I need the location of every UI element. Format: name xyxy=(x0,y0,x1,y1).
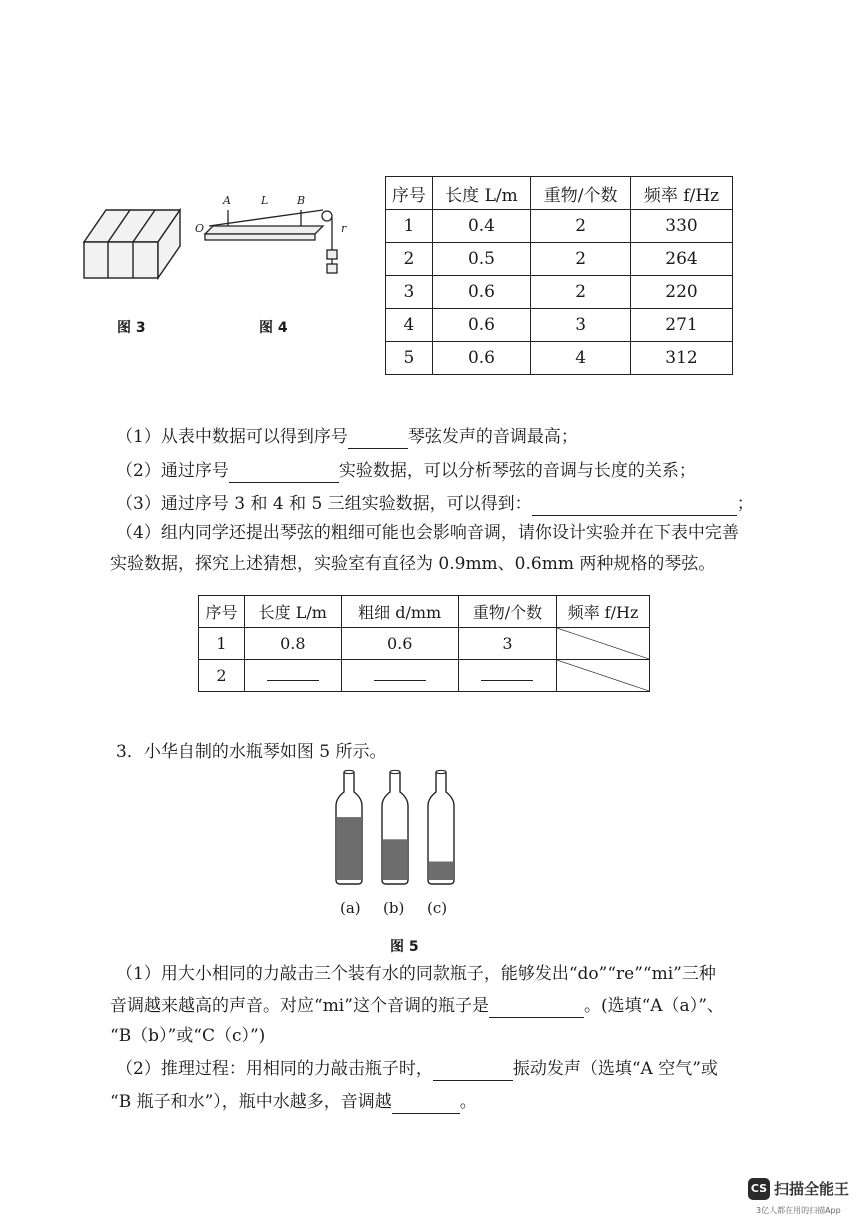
question-3-text-end: ； xyxy=(736,494,754,514)
cell: 2 xyxy=(386,243,433,276)
cell: 2 xyxy=(199,660,245,692)
answer-blank[interactable] xyxy=(489,999,584,1018)
string-frequency-table xyxy=(385,176,733,375)
empty-diagonal-cell xyxy=(557,628,650,660)
label-r: r xyxy=(341,222,347,235)
table-row xyxy=(386,276,733,309)
question-4-line2: 实验数据，探究上述猜想，实验室有直径为 0.9mm、0.6mm 两种规格的琴弦。 xyxy=(110,554,716,574)
water-fill xyxy=(429,862,453,881)
table-row xyxy=(386,243,733,276)
thickness-experiment-table xyxy=(198,595,650,692)
cell: 0.6 xyxy=(341,628,458,660)
bottle-label-c: (c) xyxy=(427,899,448,917)
empty-diagonal-cell xyxy=(557,660,650,692)
answer-blank[interactable] xyxy=(392,1095,460,1114)
bottle-rim xyxy=(436,770,446,773)
block-stack-diagram xyxy=(78,200,188,282)
cell: 2 xyxy=(531,243,631,276)
table-header-row xyxy=(386,177,733,210)
cell: 312 xyxy=(631,342,733,375)
question-5-line3: “B（b）”或“C（c）”) xyxy=(110,1026,266,1046)
cell: 1 xyxy=(199,628,245,660)
answer-blank[interactable] xyxy=(433,1062,513,1081)
cell: 2 xyxy=(531,276,631,309)
col-header: 重物/个数 xyxy=(458,596,556,628)
bottle-c xyxy=(428,770,454,884)
cell: 264 xyxy=(631,243,733,276)
cell: 271 xyxy=(631,309,733,342)
figure-5 xyxy=(325,768,465,888)
cell: 2 xyxy=(531,210,631,243)
section-3-title: 3．小华自制的水瓶琴如图 5 所示。 xyxy=(116,742,387,762)
watermark-tagline: 3亿人都在用的扫描App xyxy=(756,1206,841,1215)
figure-4-caption: 图 4 xyxy=(259,320,288,336)
question-1 xyxy=(116,425,578,449)
figure-3-caption: 图 3 xyxy=(117,320,146,336)
question-3 xyxy=(116,492,754,516)
cell: 0.5 xyxy=(432,243,530,276)
cell: 0.6 xyxy=(432,309,530,342)
weight-blank[interactable] xyxy=(481,666,533,681)
cell: 220 xyxy=(631,276,733,309)
cell: 4 xyxy=(531,342,631,375)
question-6-text-end: 振动发声（选填“A 空气”或 xyxy=(512,1059,718,1079)
col-header: 长度 L/m xyxy=(432,177,530,210)
label-o: O xyxy=(195,222,205,235)
bottle-rim xyxy=(390,770,400,773)
cell: 4 xyxy=(386,309,433,342)
cell: 0.8 xyxy=(245,628,342,660)
question-6-text: （2）推理过程：用相同的力敲击瓶子时， xyxy=(116,1059,433,1079)
question-4-line1: （4）组内同学还提出琴弦的粗细可能也会影响音调，请你设计实验并在下表中完善 xyxy=(116,523,739,543)
monochord-diagram xyxy=(193,188,353,288)
cell: 0.6 xyxy=(432,276,530,309)
thickness-blank[interactable] xyxy=(374,666,426,681)
cell xyxy=(458,660,556,692)
label-b: B xyxy=(297,194,306,207)
cell: 5 xyxy=(386,342,433,375)
question-5-text-end: 。(选填“A（a）”、 xyxy=(583,996,724,1016)
table-row xyxy=(386,309,733,342)
cell: 1 xyxy=(386,210,433,243)
figure-3 xyxy=(78,200,188,282)
table-row xyxy=(386,342,733,375)
cell: 3 xyxy=(531,309,631,342)
cell: 3 xyxy=(386,276,433,309)
question-6-line2 xyxy=(110,1090,477,1114)
watermark-name: 扫描全能王 xyxy=(774,1180,850,1198)
cell: 330 xyxy=(631,210,733,243)
question-1-text: （1）从表中数据可以得到序号 xyxy=(116,427,348,447)
scanner-watermark xyxy=(748,1178,848,1218)
water-fill xyxy=(337,817,361,880)
question-2-text: （2）通过序号 xyxy=(116,461,229,481)
table-row xyxy=(386,210,733,243)
water-bottles-diagram xyxy=(325,768,465,888)
cell: 0.4 xyxy=(432,210,530,243)
table-row xyxy=(199,628,650,660)
col-header: 重物/个数 xyxy=(531,177,631,210)
bottle-rim xyxy=(344,770,354,773)
question-6-text: “B 瓶子和水”），瓶中水越多，音调越 xyxy=(110,1092,392,1112)
cell: 0.6 xyxy=(432,342,530,375)
table-header-row xyxy=(199,596,650,628)
bottle-label-b: (b) xyxy=(383,899,405,917)
table-row xyxy=(199,660,650,692)
question-5-text: 音调越来越高的声音。对应“mi”这个音调的瓶子是 xyxy=(110,996,489,1016)
col-header: 频率 f/Hz xyxy=(557,596,650,628)
answer-blank[interactable] xyxy=(532,497,737,516)
question-1-text-end: 琴弦发声的音调最高； xyxy=(407,427,578,447)
bottle-b xyxy=(382,770,408,884)
figure-4 xyxy=(193,188,353,288)
answer-blank[interactable] xyxy=(229,464,339,483)
answer-blank[interactable] xyxy=(348,430,408,449)
col-header: 粗细 d/mm xyxy=(341,596,458,628)
bottle-label-a: (a) xyxy=(340,899,361,917)
cell xyxy=(245,660,342,692)
figure-5-caption: 图 5 xyxy=(390,939,419,955)
col-header: 序号 xyxy=(386,177,433,210)
length-blank[interactable] xyxy=(267,666,319,681)
question-5-line1: （1）用大小相同的力敲击三个装有水的同款瓶子，能够发出“do”“re”“mi”三种 xyxy=(116,964,716,984)
question-2-text-end: 实验数据，可以分析琴弦的音调与长度的关系； xyxy=(338,461,696,481)
question-6-text-end: 。 xyxy=(459,1092,477,1112)
cs-logo-icon: CS xyxy=(748,1178,770,1200)
question-2 xyxy=(116,459,696,483)
water-fill xyxy=(383,839,407,880)
label-a: A xyxy=(223,194,231,207)
cell: 3 xyxy=(458,628,556,660)
question-3-text: （3）通过序号 3 和 4 和 5 三组实验数据，可以得到： xyxy=(116,494,532,514)
col-header: 长度 L/m xyxy=(245,596,342,628)
col-header: 序号 xyxy=(199,596,245,628)
bottle-a xyxy=(336,770,362,884)
cell xyxy=(341,660,458,692)
question-5-line2 xyxy=(110,994,724,1018)
col-header: 频率 f/Hz xyxy=(631,177,733,210)
label-l: L xyxy=(261,194,269,207)
question-6-line1 xyxy=(116,1057,718,1081)
